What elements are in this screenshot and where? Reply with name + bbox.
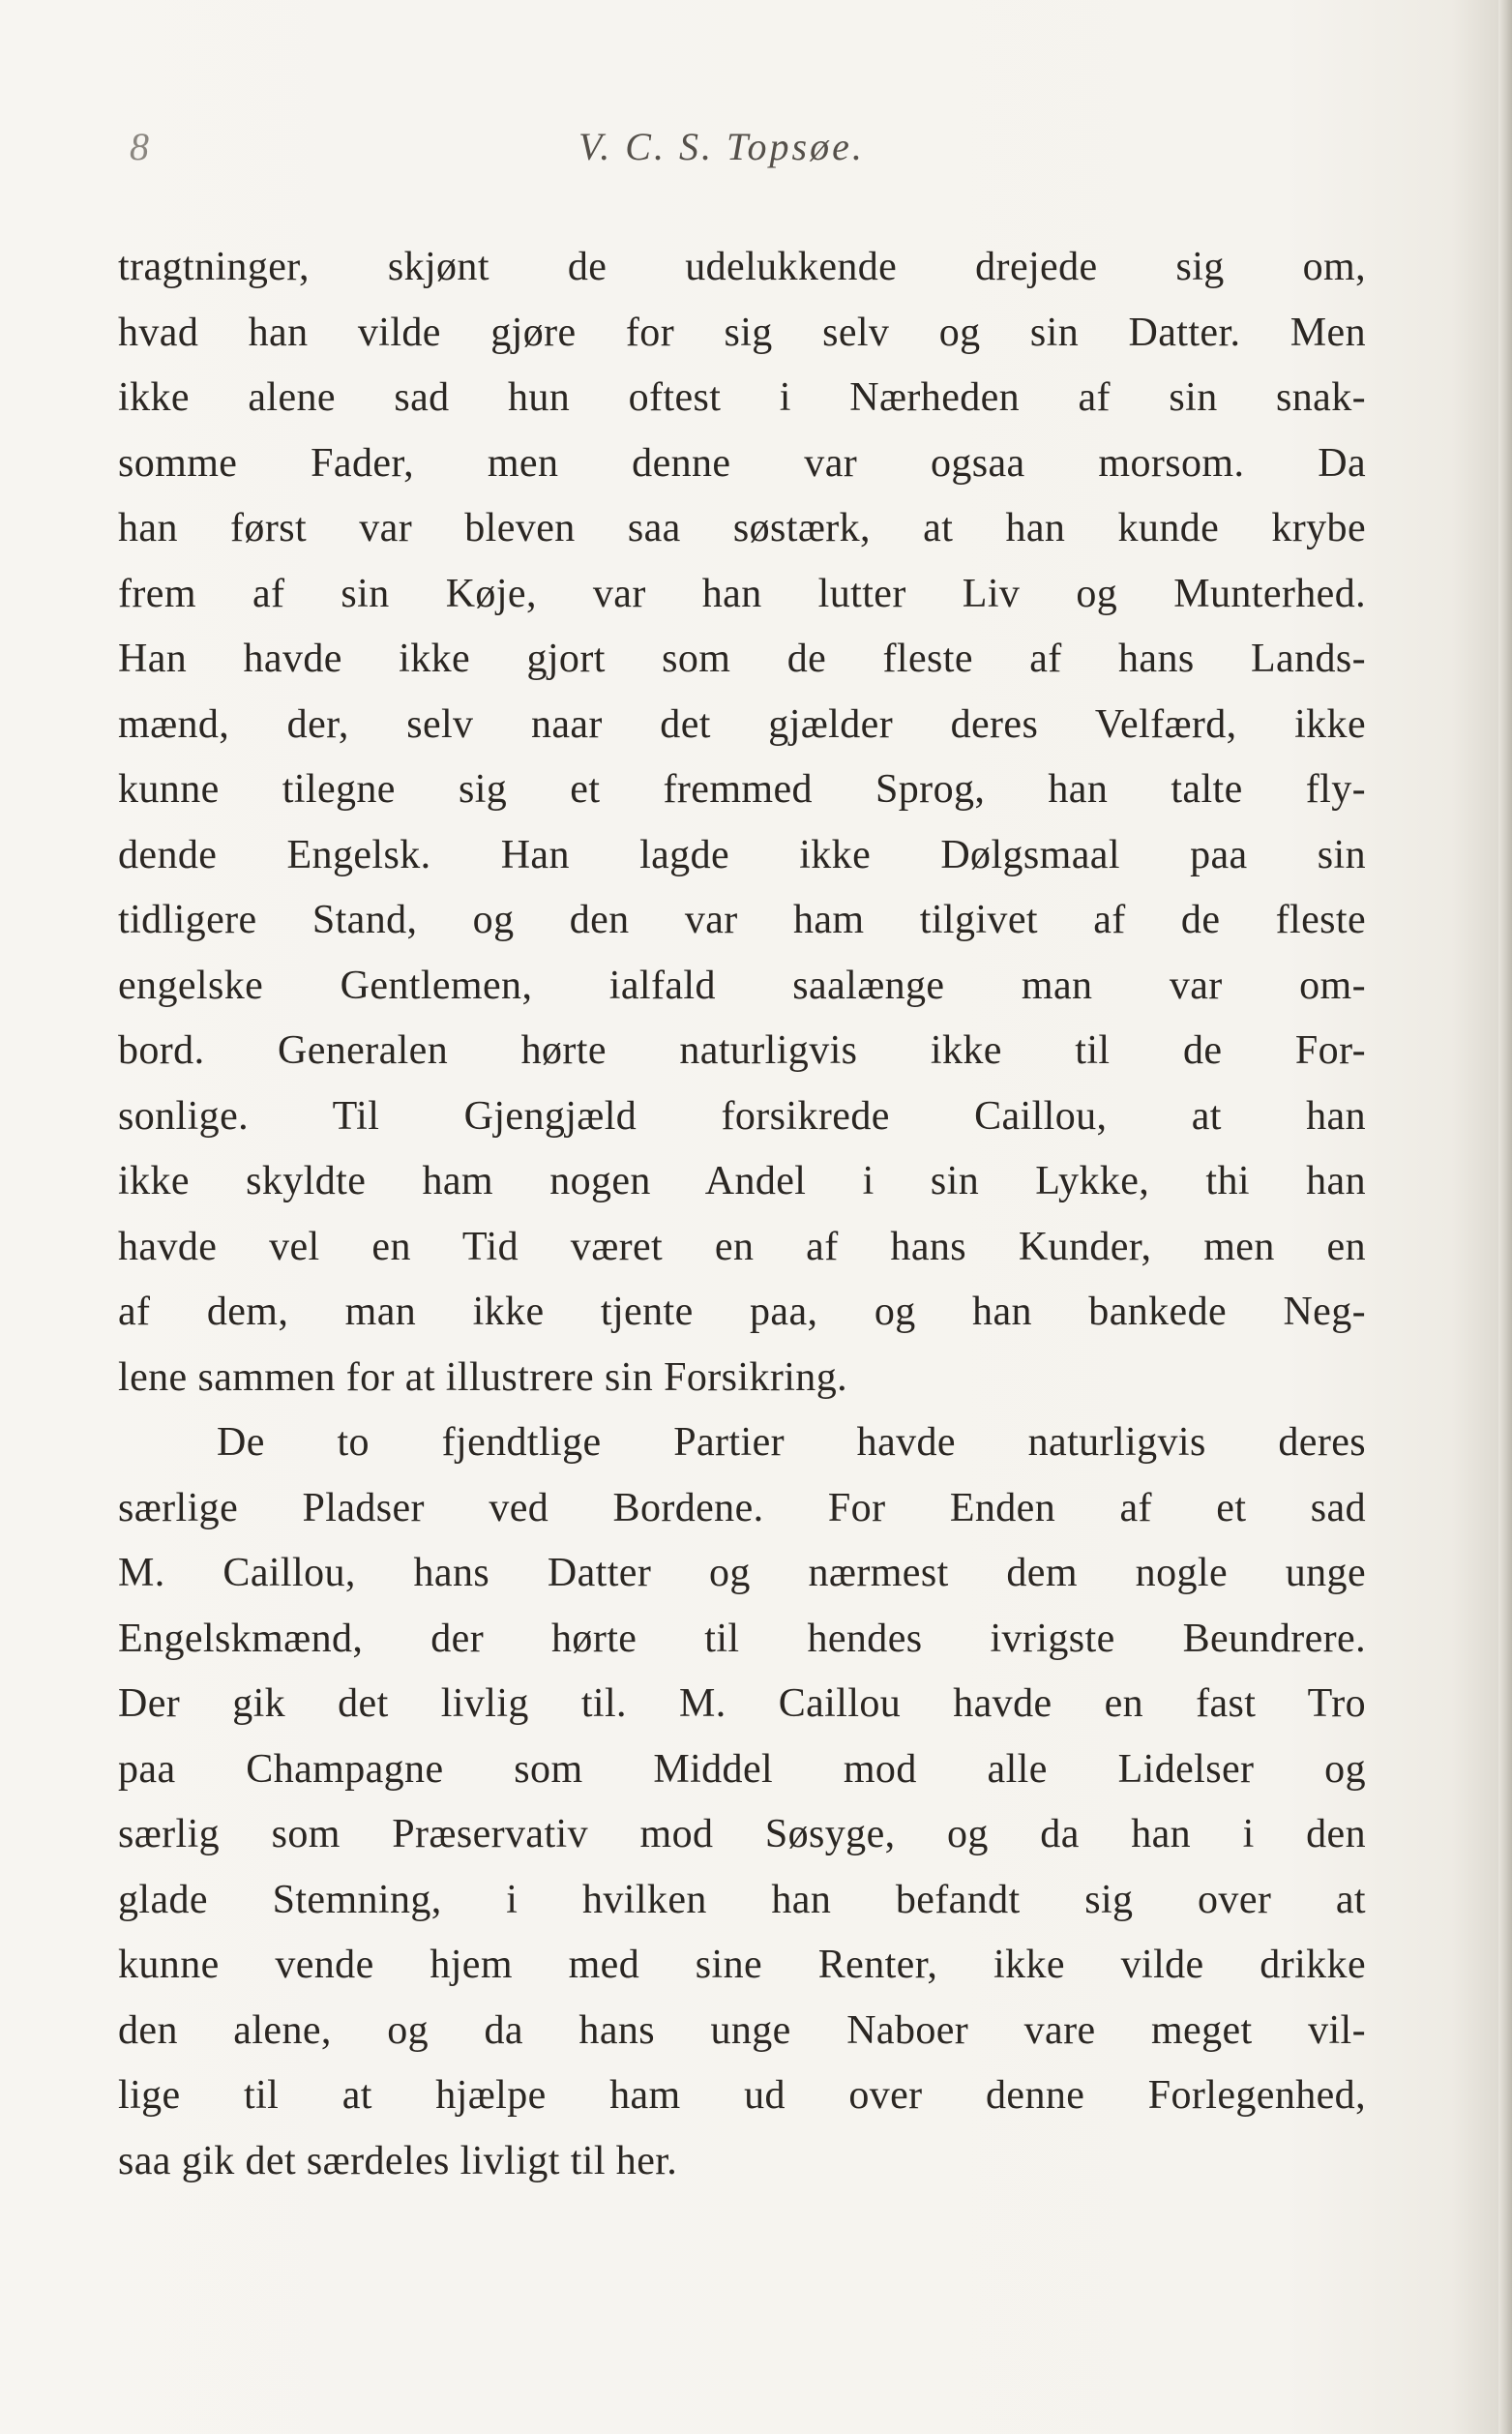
text-line: kunne tilegne sig et fremmed Sprog, han talte fly- [118, 767, 1366, 812]
running-head: V. C. S. Topsøe. [578, 125, 865, 168]
body-text [118, 235, 1366, 2194]
text-line: frem af sin Køje, var han lutter Liv og Munterhed. [118, 571, 1366, 616]
text-line: De to fjendtlige Partier havde naturligvis deres [217, 1420, 1366, 1465]
text-line: den alene, og da hans unge Naboer vare meget vil- [118, 2007, 1366, 2053]
text-line: M. Caillou, hans Datter og nærmest dem nogle unge [118, 1551, 1366, 1595]
text-line: særlig som Præservativ mod Søsyge, og da han i den [118, 1812, 1366, 1856]
text-line: Der gik det livlig til. M. Caillou havde en fast Tro [118, 1681, 1366, 1726]
page-header [0, 124, 1512, 182]
page-edge-shadow [1498, 0, 1512, 2434]
text-line: mænd, der, selv naar det gjælder deres Velfærd, ikke [118, 701, 1366, 747]
text-line: sonlige. Til Gjengjæld forsikrede Caillou, at han [118, 1093, 1366, 1139]
text-line: engelske Gentlemen, ialfald saalænge man var om- [118, 963, 1366, 1008]
text-line: tidligere Stand, og den var ham tilgivet af de fleste [118, 898, 1366, 942]
text-line: ikke alene sad hun oftest i Nærheden af sin snak- [118, 375, 1366, 420]
text-line: lige til at hjælpe ham ud over denne Forlegenhed, [118, 2073, 1366, 2118]
text-line: tragtninger, skjønt de udelukkende drejede sig om, [118, 245, 1366, 289]
text-line: dende Engelsk. Han lagde ikke Dølgsmaal paa sin [118, 832, 1366, 877]
text-line: ikke skyldte ham nogen Andel i sin Lykke, thi han [118, 1159, 1366, 1203]
text-line: han først var bleven saa søstærk, at han kunde krybe [118, 506, 1366, 550]
text-line: paa Champagne som Middel mod alle Lidelser og [118, 1746, 1366, 1792]
text-line: hvad han vilde gjøre for sig selv og sin Datter. Men [118, 310, 1366, 355]
text-line: særlige Pladser ved Bordene. For Enden af et sad [118, 1485, 1366, 1530]
text-line: bord. Generalen hørte naturligvis ikke til de For- [118, 1028, 1366, 1073]
text-line: saa gik det særdeles livligt til her. [118, 2138, 678, 2183]
text-line: Engelskmænd, der hørte til hendes ivrigste Beundrere. [118, 1616, 1366, 1661]
text-line: Han havde ikke gjort som de fleste af hans Lands- [118, 637, 1366, 681]
text-line: af dem, man ikke tjente paa, og han bankede Neg- [118, 1290, 1366, 1334]
text-line: kunne vende hjem med sine Renter, ikke vilde drikke [118, 1943, 1366, 1987]
text-line: glade Stemning, i hvilken han befandt sig over at [118, 1877, 1366, 1922]
text-line: somme Fader, men denne var ogsaa morsom. Da [118, 440, 1366, 486]
page-number: 8 [130, 125, 149, 168]
text-line: lene sammen for at illustrere sin Forsikring. [118, 1354, 848, 1400]
text-line: havde vel en Tid været en af hans Kunder, men en [118, 1224, 1366, 1269]
